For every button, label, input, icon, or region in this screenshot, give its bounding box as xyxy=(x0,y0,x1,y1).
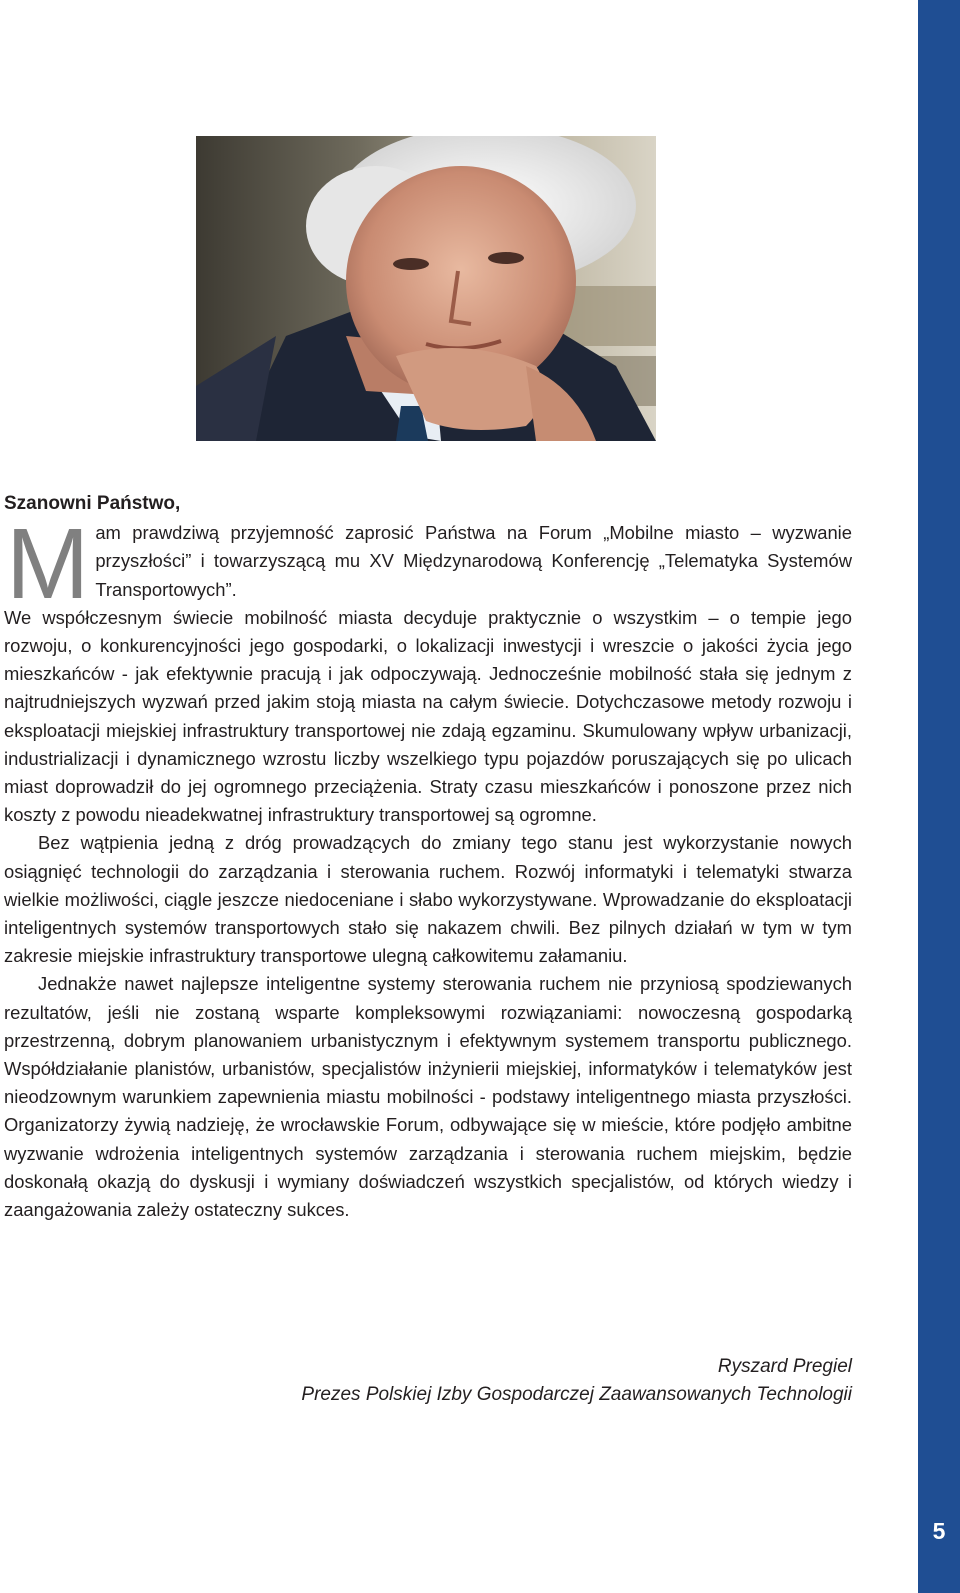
greeting: Szanowni Państwo, xyxy=(4,493,181,514)
signature-title: Prezes Polskiej Izby Gospodarczej Zaawansowanych Technologii xyxy=(301,1384,852,1405)
letter-intro: am prawdziwą przyjemność zaprosić Państwa na Forum „Mobilne miasto – wyzwanie przyszłości” i towarzyszącą mu XV Międzynarodową Konferencję „Telematyka Systemów Transportowych”. xyxy=(95,522,852,600)
letter-body xyxy=(4,490,852,1224)
page-number: 5 xyxy=(932,1518,946,1544)
side-accent-bar xyxy=(918,0,960,1593)
letter-paragraph-3: Jednakże nawet najlepsze inteligentne systemy sterowania ruchem nie przyniosą spodziewanych rezultatów, jeśli nie zostaną wsparte kompleksowymi rozwiązaniami: nowoczesną gospodarką przestrzenną, dobrym planowaniem urbanistycznym i efektywnym systemem transportu publicznego. Współdziałanie planistów, urbanistów, specjalistów inżynierii miejskiej, informatyków i telematyków jest nieodzownym warunkiem zapewnienia miastu mobilności - podstawy inteligentnego miasta przyszłości. Organizatorzy żywią nadzieję, że wrocławskie Forum, odbywające się w mieście, które podjęło ambitne wyzwanie wdrożenia inteligentnych systemów zarządzania i sterowania ruchem miejskim, będzie doskonałą okazją do dyskusji i wymiany doświadczeń wszystkich specjalistów, od których wiedzy i zaangażowania zależy ostateczny sukces. xyxy=(4,973,852,1221)
signature-name: Ryszard Pregiel xyxy=(717,1356,852,1377)
letter-paragraph-2: Bez wątpienia jedną z dróg prowadzących do zmiany tego stanu jest wykorzystanie nowych osiągnięć technologii do zarządzania i sterowania ruchem. Rozwój informatyki i telematyki stwarza wielkie możliwości, ciągle jeszcze niedoceniane i słabo wykorzystywane. Wprowadzanie do eksploatacji inteligentnych systemów transportowych stało się nakazem chwili. Bez pilnych działań w tym w tym zakresie miejskie infrastruktury transportowe ulegną całkowitemu załamaniu. xyxy=(4,832,852,967)
signature-block xyxy=(301,1353,852,1409)
portrait-photo xyxy=(196,136,656,441)
letter-paragraph-1: We współczesnym świecie mobilność miasta decyduje praktycznie o wszystkim – o tempie jego rozwoju, o konkurencyjności jego gospodarki, o lokalizacji inwestycji i wreszcie o jakości życia jego mieszkańców - jak efektywnie pracują i jak odpoczywają. Jednocześnie mobilność stała się jednym z najtrudniejszych wyzwań przed jakim stoją miasta na całym świecie. Dotychczasowe metody rozwoju i eksploatacji miejskiej infrastruktury transportowej nie zdają egzaminu. Skumulowany wpływ urbanizacji, industrializacji i dynamicznego wzrostu liczby wszelkiego typu pojazdów poruszających się po ulicach miast doprowadził do jej ogromnego przeciążenia. Straty czasu mieszkańców i ponoszone przez nich koszty z powodu nieadekwatnej infrastruktury transportowej są ogromne. xyxy=(4,606,852,826)
drop-cap: M xyxy=(6,508,90,621)
